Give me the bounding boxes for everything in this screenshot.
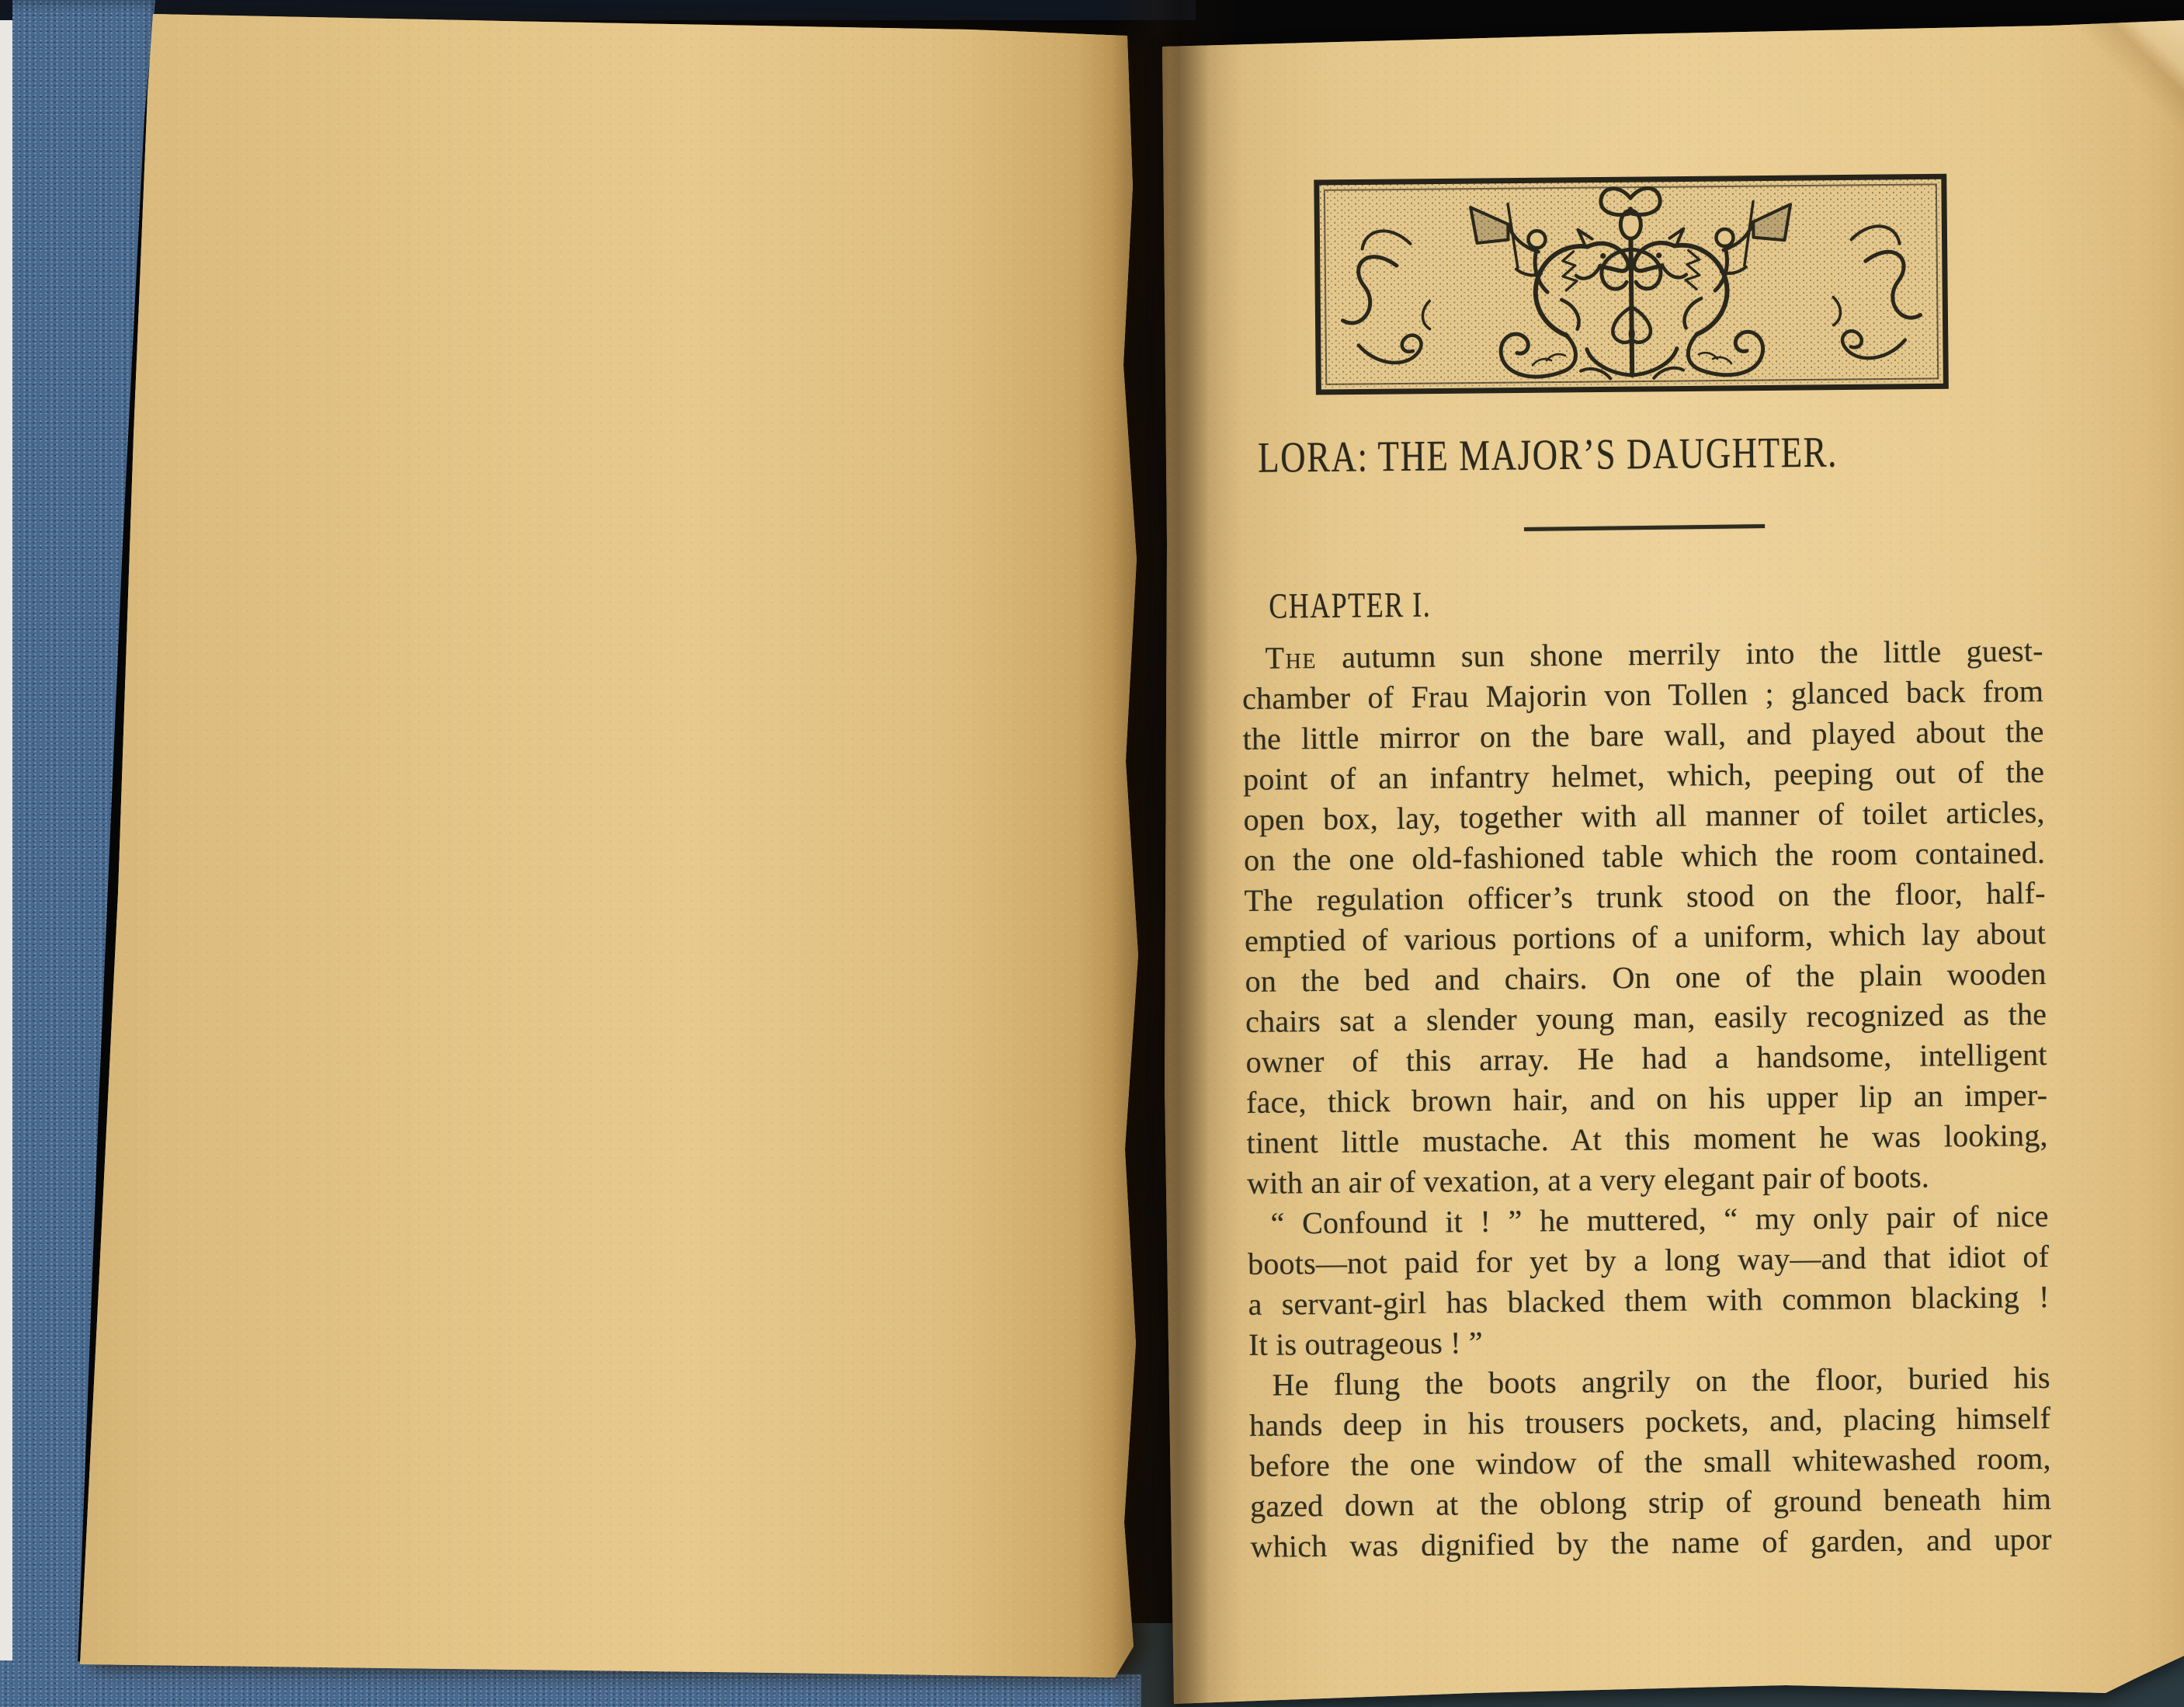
title-divider-rule [1524, 524, 1765, 531]
text-line: It is outrageous ! ” [1248, 1325, 1484, 1362]
seahorse-woodcut-ornament-illustration [1312, 172, 1951, 397]
text-line: gazed down at the oblong strip of ground beneath him [1249, 1481, 2052, 1524]
text-line: boots—not paid for yet by a long way—and that idiot of [1247, 1239, 2050, 1281]
text-line: “ Confound it ! ” he muttered, “ my only pair of nice [1270, 1198, 2049, 1241]
text-line: on the bed and chairs. On one of the plain wooden [1245, 956, 2047, 999]
chapter-heading: CHAPTER I. [1269, 584, 1432, 626]
right-page-content [1158, 0, 2184, 1707]
text-line: tinent little mustache. At this moment he was looking, [1246, 1118, 2048, 1160]
body-text [1241, 631, 2051, 1567]
page-title: LORA: THE MAJOR’S DAUGHTER. [1257, 428, 1839, 482]
paragraph [1247, 1196, 2050, 1365]
text-line: with an air of vexation, at a very elegant pair of boots. [1246, 1159, 1930, 1201]
text-line: on the one old-fashioned table which the room contained. [1243, 835, 2046, 878]
text-line: hands deep in his trousers pockets, and, placing himself [1248, 1400, 2051, 1443]
text-line: the little mirror on the bare wall, and played about the [1242, 714, 2044, 756]
text-line: a servant-girl has blacked them with common blacking ! [1248, 1279, 2050, 1322]
text-line: point of an infantry helmet, which, peeping out of the [1242, 754, 2045, 797]
text-line: The regulation officer’s trunk stood on the floor, half- [1244, 875, 2046, 918]
text-line: emptied of various portions of a uniform, which lay about [1244, 916, 2047, 958]
text-line: owner of this array. He had a handsome, intelligent [1245, 1037, 2047, 1079]
text-line: The autumn sun shone merrily into the little guest- [1265, 633, 2043, 676]
text-line: chairs sat a slender young man, easily recognized as the [1245, 996, 2047, 1039]
text-line: open box, lay, together with all manner of toilet articles, [1243, 794, 2045, 837]
text-line: chamber of Frau Majorin von Tollen ; glanced back from [1241, 673, 2044, 716]
text-line: He flung the boots angrily on the floor, buried his [1272, 1360, 2050, 1403]
paragraph [1241, 631, 2048, 1204]
text-line: face, thick brown hair, and on his upper lip an imper- [1245, 1077, 2048, 1120]
paragraph [1248, 1358, 2051, 1567]
small-caps-lead: The [1265, 640, 1318, 676]
text-line: before the one window of the small whitewashed room, [1249, 1441, 2051, 1483]
text-line: which was dignified by the name of garden, and upor [1250, 1521, 2052, 1564]
